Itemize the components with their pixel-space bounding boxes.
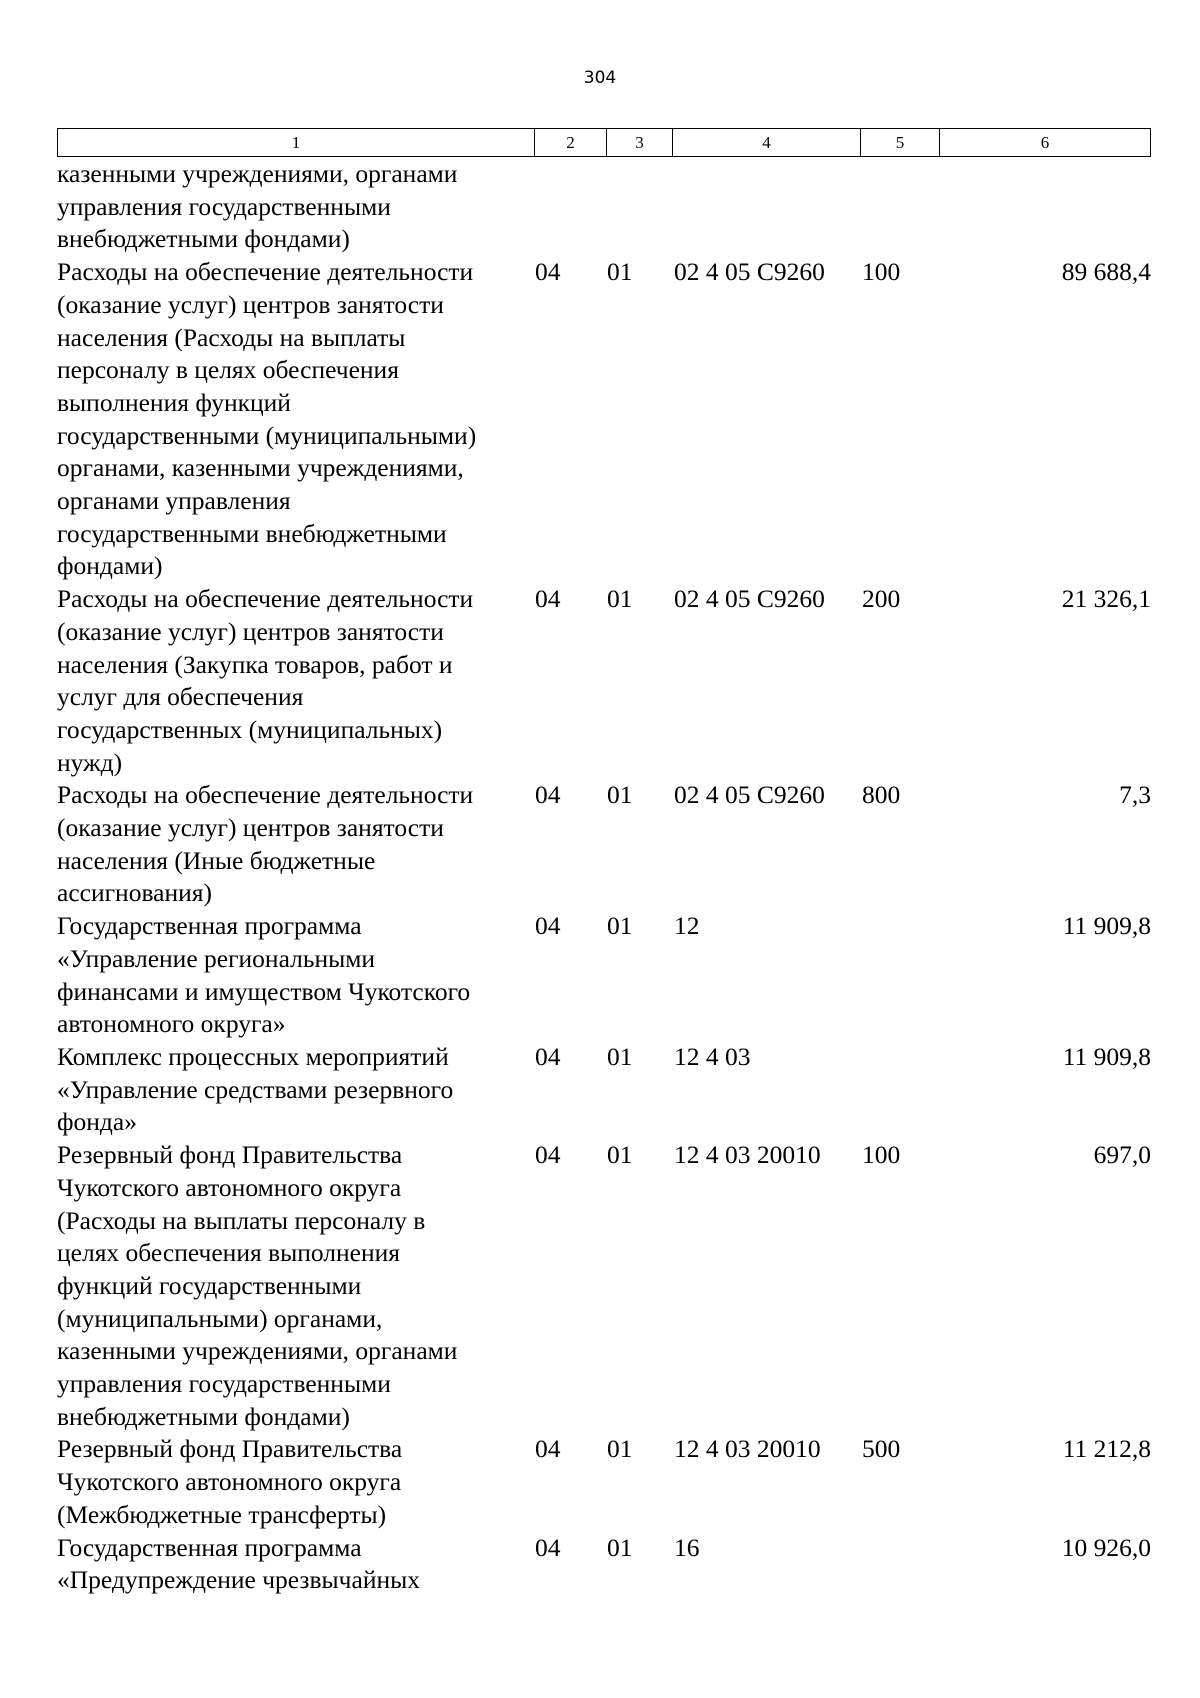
row-subsection: 01: [607, 257, 633, 287]
row-amount: 7,3: [1119, 780, 1151, 810]
row-target-item: 12 4 03 20010: [674, 1140, 821, 1170]
row-target-item: 12: [674, 911, 700, 941]
row-section: 04: [535, 911, 561, 941]
row-subsection: 01: [607, 1532, 633, 1562]
table-header: [57, 128, 1151, 157]
row-subsection: 01: [607, 780, 633, 810]
table-row: [57, 158, 1151, 256]
row-section: 04: [535, 1041, 561, 1071]
header-col-5: 5: [861, 129, 940, 156]
row-name: Расходы на обеспечение деятельности (оказание услуг) центров занятости населения (Расходы на выплаты персоналу в целях обеспечения выполнения функций государственными (муниципальными) органами, казенными учреждениями, органами управления государственными внебюджетными фондами): [57, 257, 477, 581]
row-section: 04: [535, 1532, 561, 1562]
header-col-3: 3: [607, 129, 673, 156]
page-number: 304: [583, 68, 617, 88]
row-target-item: 12 4 03 20010: [674, 1434, 821, 1464]
row-subsection: 01: [607, 911, 633, 941]
row-expense-type: 200: [862, 584, 901, 614]
table-row: [57, 256, 1151, 583]
row-subsection: 01: [607, 584, 633, 614]
header-col-4: 4: [673, 129, 861, 156]
row-amount: 11 909,8: [1062, 911, 1151, 941]
row-amount: 89 688,4: [1061, 257, 1151, 287]
table-row: [57, 1532, 1151, 1597]
row-expense-type: 800: [862, 780, 901, 810]
header-col-2: 2: [535, 129, 607, 156]
row-target-item: 12 4 03: [674, 1041, 751, 1071]
row-name: Государственная программа «Управление региональными финансами и имуществом Чукотского автономного округа»: [57, 911, 471, 1039]
row-name: казенными учреждениями, органами управления государственными внебюджетными фондами): [57, 159, 458, 254]
table-row: [57, 910, 1151, 1041]
row-target-item: 02 4 05 С9260: [674, 780, 825, 810]
row-target-item: 16: [674, 1532, 700, 1562]
row-section: 04: [535, 257, 561, 287]
row-name: Резервный фонд Правительства Чукотского автономного округа (Расходы на выплаты персоналу в целях обеспечения выполнения функций государственными (муниципальными) органами, казенными учреждениями, органами управления государственными внебюджетными фондами): [57, 1140, 458, 1431]
row-name: Комплекс процессных мероприятий «Управление средствами резервного фонда»: [57, 1041, 454, 1137]
row-subsection: 01: [607, 1041, 633, 1071]
row-subsection: 01: [607, 1140, 633, 1170]
table-row: [57, 1139, 1151, 1433]
table-row: [57, 1041, 1151, 1139]
row-target-item: 02 4 05 С9260: [674, 584, 825, 614]
table-row: [57, 779, 1151, 910]
table-row: [57, 583, 1151, 779]
table-row: [57, 1433, 1151, 1531]
table-body: [57, 158, 1151, 1597]
header-col-6: 6: [1040, 132, 1050, 152]
row-section: 04: [535, 584, 561, 614]
row-section: 04: [535, 780, 561, 810]
header-col-1: 1: [58, 129, 535, 156]
row-name: Расходы на обеспечение деятельности (оказание услуг) центров занятости населения (Закупка товаров, работ и услуг для обеспечения государственных (муниципальных) нужд): [57, 584, 474, 777]
row-section: 04: [535, 1140, 561, 1170]
row-amount: 697,0: [1093, 1140, 1151, 1170]
row-amount: 10 926,0: [1061, 1532, 1151, 1562]
row-amount: 11 909,8: [1062, 1041, 1151, 1071]
row-expense-type: 100: [862, 257, 901, 287]
row-expense-type: 500: [862, 1434, 901, 1464]
row-expense-type: 100: [862, 1140, 901, 1170]
row-name: Государственная программа «Предупреждение чрезвычайных: [57, 1532, 421, 1595]
row-name: Расходы на обеспечение деятельности (оказание услуг) центров занятости населения (Иные бюджетные ассигнования): [57, 780, 474, 908]
row-amount: 11 212,8: [1062, 1434, 1151, 1464]
row-name: Резервный фонд Правительства Чукотского автономного округа (Межбюджетные трансферты): [57, 1434, 403, 1529]
row-target-item: 02 4 05 С9260: [674, 257, 825, 287]
row-amount: 21 326,1: [1061, 584, 1151, 614]
row-subsection: 01: [607, 1434, 633, 1464]
row-section: 04: [535, 1434, 561, 1464]
